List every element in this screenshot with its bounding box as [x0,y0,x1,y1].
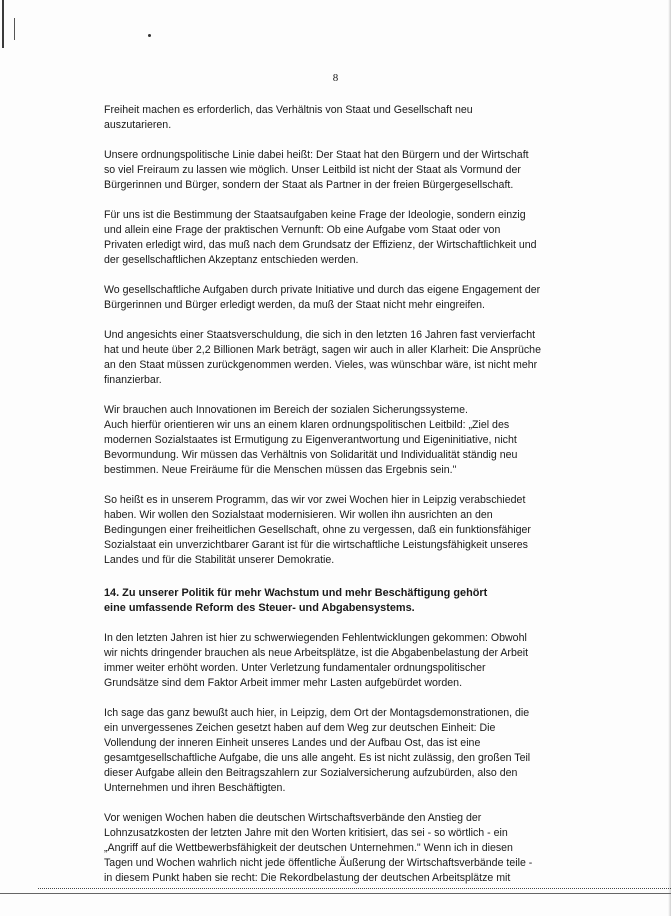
scan-artifact [148,34,151,37]
paragraph: In den letzten Jahren ist hier zu schwerwiegenden Fehlentwicklungen gekommen: Obwohl wir nichts dringender brauchen als neue Arbeitsplätze, ist die Abgabenbelastung der Arbeit immer weiter erhöht worden. Unter Verletzung fundamentaler ordnungspolitischer Grundsätze sind dem Faktor Arbeit immer mehr Lasten aufgebürdet worden. [104,632,529,689]
paragraph: Wo gesellschaftliche Aufgaben durch private Initiative und durch das eigene Engagement der Bürgerinnen und Bürger erledigt werden, da muß der Staat nicht mehr eingreifen. [104,284,541,311]
paragraph: Wir brauchen auch Innovationen im Bereich der sozialen Sicherungssysteme. Auch hierfür orientieren wir uns an einem klaren ordnungspolitischen Leitbild: „Ziel des modernen Sozialstaates ist Ermutigung zu Eigenverantwortung und Eigeninitiative, nicht Bevormundung. Wir müssen das Verhältnis von Solidarität und Individualität ständig neu bestimmen. Neue Freiräume für die Menschen müssen das Ergebnis sein." [104,404,518,476]
paragraph: Unsere ordnungspolitische Linie dabei heißt: Der Staat hat den Bürgern und der Wirtschaft so viel Freiraum zu lassen wie möglich. Unser Leitbild ist nicht der Staat als Vormund der Bürgerinnen und Bürger, sondern der Staat als Partner in der freien Bürgergesellschaft. [104,149,529,191]
scan-artifact [38,888,671,890]
page-number: 8 [332,72,339,84]
paragraph: Freiheit machen es erforderlich, das Verhältnis von Staat und Gesellschaft neu auszutarieren. [104,104,473,131]
paragraph: Und angesichts einer Staatsverschuldung, die sich in den letzten 16 Jahren fast vervierfacht hat und heute über 2,2 Billionen Mark beträgt, sagen wir auch in aller Klarheit: Die Ansprüche an den Staat müssen zurückgenommen werden. Vieles, was wünschbar wäre, ist nicht mehr finanzierbar. [104,329,541,386]
paragraph: So heißt es in unserem Programm, das wir vor zwei Wochen hier in Leipzig verabschiedet haben. Wir wollen den Sozialstaat modernisieren. Wir wollen ihn ausrichten an den Bedingungen einer freiheitlichen Gesellschaft, ohne zu vergessen, daß ein funktionsfähiger Sozialstaat ein unverzichtbarer Garant ist für die wirtschaftliche Leistungsfähigkeit unseres Landes und für die Stabilität unserer Demokratie. [104,494,531,566]
scan-artifact [0,893,671,894]
scan-artifact [14,18,15,40]
document-body [104,103,568,901]
section-heading: 14. Zu unserer Politik für mehr Wachstum und mehr Beschäftigung gehört eine umfassende Reform des Steuer- und Abgabensystems. [104,587,488,614]
paragraph: Für uns ist die Bestimmung der Staatsaufgaben keine Frage der Ideologie, sondern einzig und allein eine Frage der praktischen Vernunft: Ob eine Aufgabe vom Staat oder von Privaten erledigt wird, das muß nach dem Grundsatz der Effizienz, der Wirtschaftlichkeit und der gesellschaftlichen Akzeptanz entschieden werden. [104,209,537,266]
scan-artifact [2,0,4,48]
paragraph: Ich sage das ganz bewußt auch hier, in Leipzig, dem Ort der Montagsdemonstrationen, die ein unvergessenes Zeichen gesetzt haben auf dem Weg zur deutschen Einheit: Die Vollendung der inneren Einheit unseres Landes und der Aufbau Ost, das ist eine gesamtgesellschaftliche Aufgabe, die uns alle angeht. Es ist nicht zulässig, den großen Teil dieser Aufgabe allein den Beitragszahlern zur Sozialversicherung aufzubürden, also den Unternehmen und ihren Beschäftigten. [104,707,531,794]
paragraph: Vor wenigen Wochen haben die deutschen Wirtschaftsverbände den Anstieg der Lohnzusatzkosten der letzten Jahre mit den Worten kritisiert, das sei - so wörtlich - ein „Angriff auf die Wettbewerbsfähigkeit der deutschen Unternehmen." Wenn ich in diesen Tagen und Wochen wahrlich nicht jede öffentliche Äußerung der Wirtschaftsverbände teile - in diesem Punkt haben sie recht: Die Rekordbelastung der deutschen Arbeitsplätze mit [104,812,533,884]
